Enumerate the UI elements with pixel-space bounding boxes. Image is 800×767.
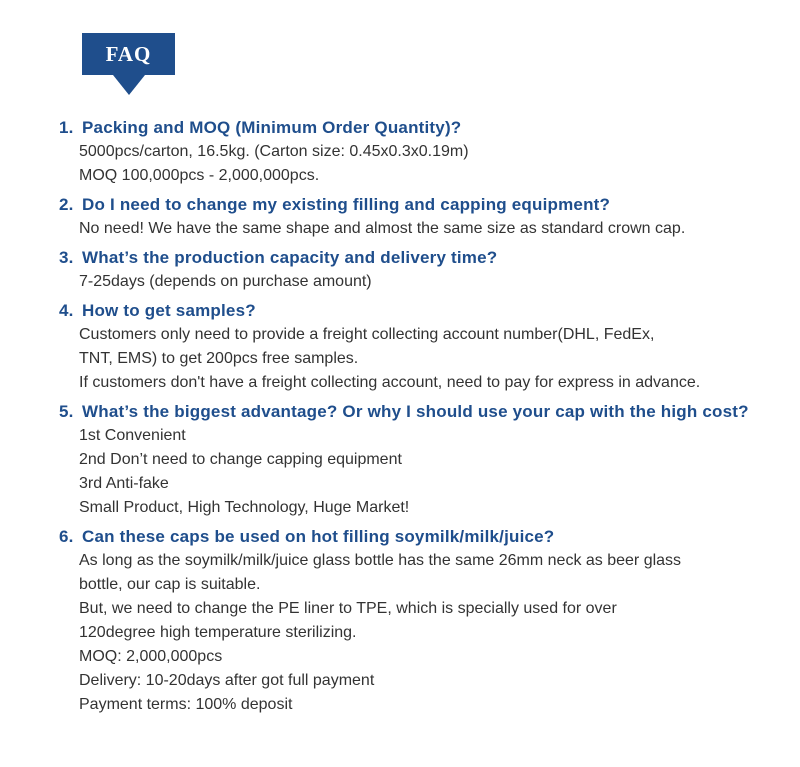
answer-line: MOQ: 2,000,000pcs bbox=[79, 648, 223, 665]
faq-question bbox=[59, 116, 779, 140]
answer-line: TNT, EMS) to get 200pcs free samples. bbox=[79, 350, 359, 367]
faq-question bbox=[59, 299, 779, 323]
answer-line: If customers don't have a freight collecting account, need to pay for express in advance. bbox=[79, 374, 701, 391]
question-text: Packing and MOQ (Minimum Order Quantity)? bbox=[82, 118, 462, 137]
answer-line: 2nd Don’t need to change capping equipment bbox=[79, 451, 402, 468]
faq-item-3 bbox=[59, 246, 779, 294]
question-number: 1. bbox=[59, 118, 74, 137]
answer-line: 3rd Anti-fake bbox=[79, 475, 169, 492]
faq-question bbox=[59, 193, 779, 217]
question-number: 6. bbox=[59, 527, 74, 546]
answer-line: 7-25days (depends on purchase amount) bbox=[79, 273, 372, 290]
faq-question bbox=[59, 525, 779, 549]
answer-line: 1st Convenient bbox=[79, 427, 186, 444]
answer-line: 5000pcs/carton, 16.5kg. (Carton size: 0.45x0.3x0.19m) bbox=[79, 143, 469, 160]
answer-line: bottle, our cap is suitable. bbox=[79, 576, 261, 593]
question-text: How to get samples? bbox=[82, 301, 256, 320]
faq-badge-pointer bbox=[113, 75, 145, 95]
faq-item-6 bbox=[59, 525, 779, 717]
faq-question bbox=[59, 246, 779, 270]
faq-item-2 bbox=[59, 193, 779, 241]
faq-item-5 bbox=[59, 400, 779, 520]
question-text: Do I need to change my existing filling and capping equipment? bbox=[82, 195, 611, 214]
faq-answer bbox=[59, 549, 779, 717]
answer-line: 120degree high temperature sterilizing. bbox=[79, 624, 357, 641]
question-number: 5. bbox=[59, 402, 74, 421]
faq-answer bbox=[59, 217, 779, 241]
answer-line: Customers only need to provide a freight collecting account number(DHL, FedEx, bbox=[79, 326, 655, 343]
answer-line: Small Product, High Technology, Huge Market! bbox=[79, 499, 410, 516]
question-number: 2. bbox=[59, 195, 74, 214]
question-text: Can these caps be used on hot filling soymilk/milk/juice? bbox=[82, 527, 555, 546]
faq-badge-label: FAQ bbox=[105, 41, 152, 66]
answer-line: Delivery: 10-20days after got full payment bbox=[79, 672, 375, 689]
faq-question bbox=[59, 400, 779, 424]
faq-item-4 bbox=[59, 299, 779, 395]
faq-answer bbox=[59, 424, 779, 520]
answer-line: But, we need to change the PE liner to TPE, which is specially used for over bbox=[79, 600, 617, 617]
question-number: 4. bbox=[59, 301, 74, 320]
answer-line: As long as the soymilk/milk/juice glass bottle has the same 26mm neck as beer glass bbox=[79, 552, 682, 569]
answer-line: No need! We have the same shape and almost the same size as standard crown cap. bbox=[79, 220, 686, 237]
faq-answer bbox=[59, 323, 779, 395]
question-number: 3. bbox=[59, 248, 74, 267]
question-text: What’s the biggest advantage? Or why I should use your cap with the high cost? bbox=[82, 402, 749, 421]
answer-line: Payment terms: 100% deposit bbox=[79, 696, 293, 713]
faq-item-1 bbox=[59, 116, 779, 188]
faq-list bbox=[59, 116, 779, 722]
faq-badge bbox=[82, 33, 175, 75]
answer-line: MOQ 100,000pcs - 2,000,000pcs. bbox=[79, 167, 320, 184]
question-text: What’s the production capacity and delivery time? bbox=[82, 248, 498, 267]
faq-answer bbox=[59, 270, 779, 294]
faq-answer bbox=[59, 140, 779, 188]
